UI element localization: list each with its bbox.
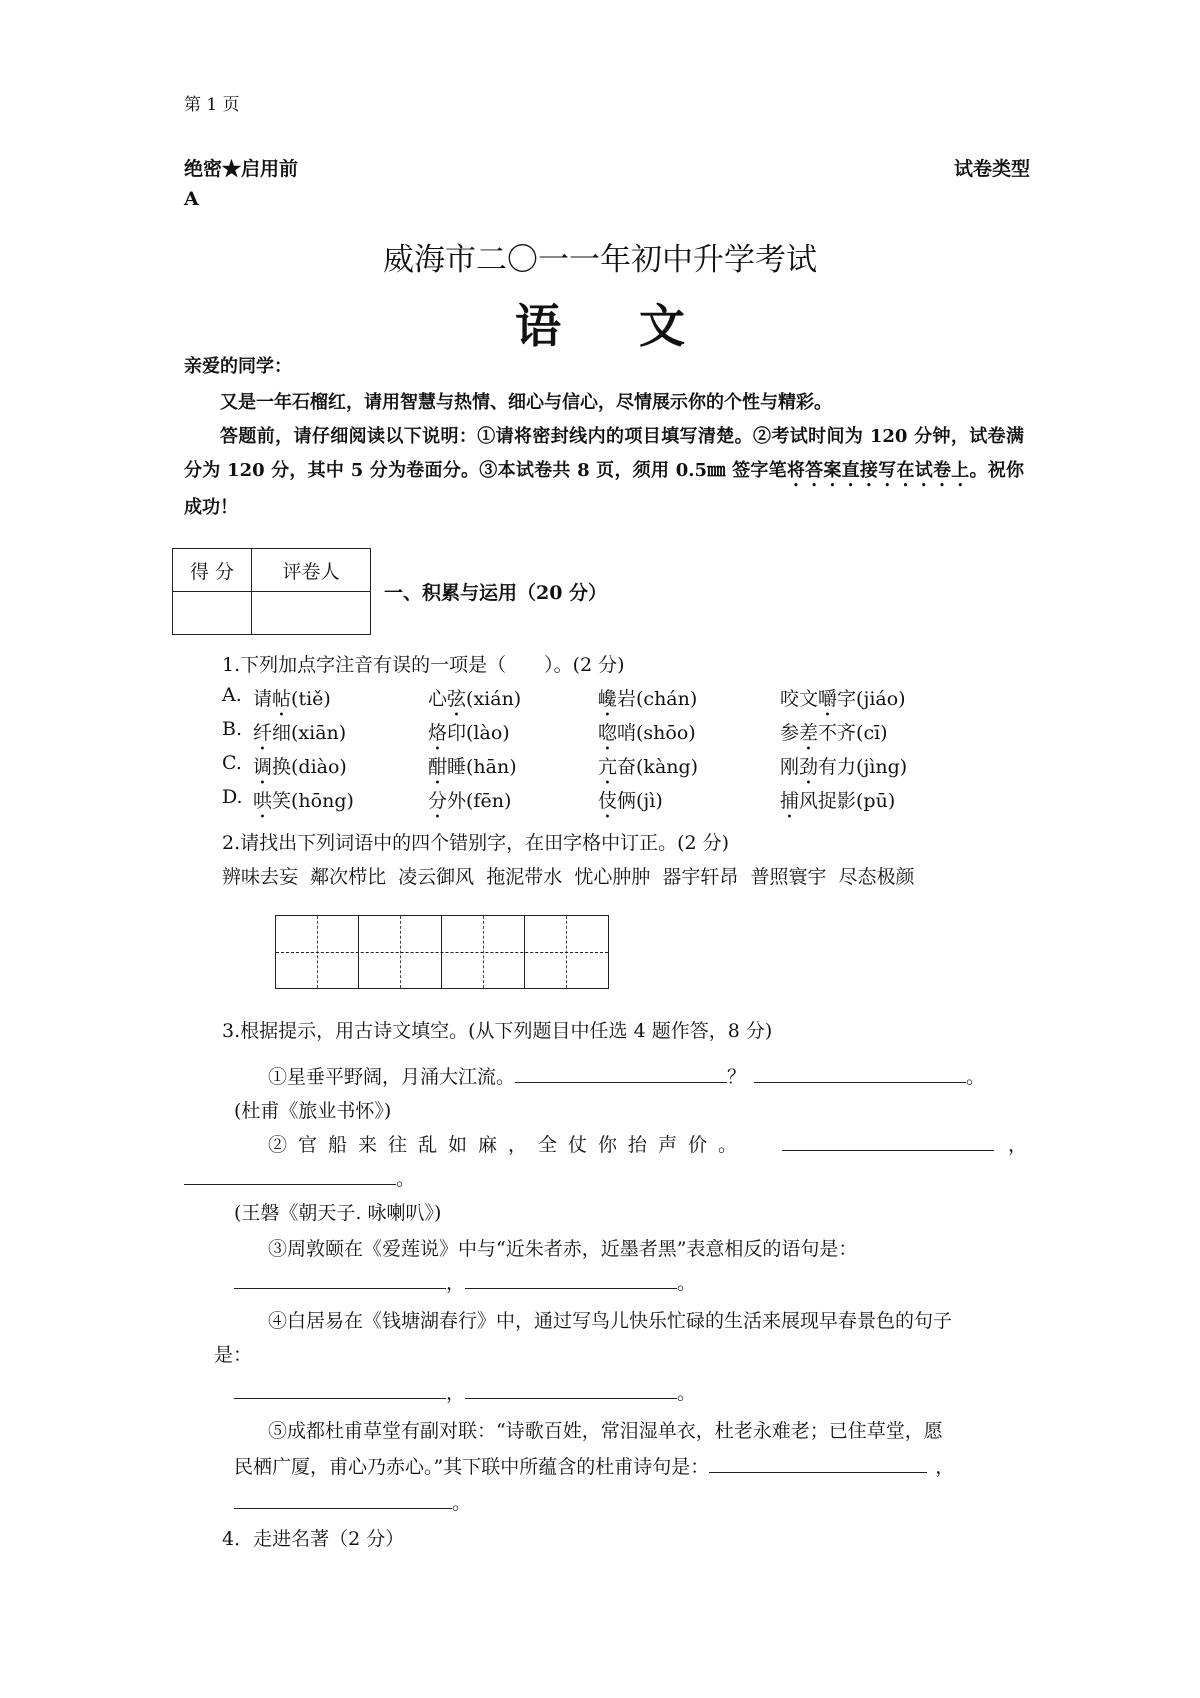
- q1-dotted-char: 亢: [598, 756, 618, 778]
- q3-item-3: ③周敦颐在《爱莲说》中与“近朱者赤，近墨者黑”表意相反的语句是：: [268, 1238, 858, 1260]
- q1-dotted-char: 酣: [428, 756, 448, 778]
- q3-item-4-comma: ，: [446, 1382, 466, 1404]
- q1-option-item: [780, 752, 907, 789]
- q3-blank-3a[interactable]: [234, 1270, 446, 1289]
- q3-item-5-cont: [234, 1452, 954, 1479]
- q1-item-prefix: 参: [780, 722, 800, 744]
- q1-dotted-char: 纤: [253, 722, 273, 744]
- q3-blank-3b[interactable]: [465, 1270, 677, 1289]
- q3-item-4: ④白居易在《钱塘湖春行》中，通过写鸟儿快乐忙碌的生活来展现早春景色的句子: [268, 1310, 953, 1332]
- q1-option-item: [780, 786, 895, 823]
- q1-item-suffix: 换(diào): [272, 756, 347, 778]
- intro-closing: 。祝你成功！: [184, 460, 1025, 518]
- q3-item-2-comma: ，: [1008, 1134, 1028, 1156]
- q1-item-suffix: 哨(shōo): [617, 722, 696, 744]
- q3-item-4-cont: [234, 1378, 696, 1405]
- page-number: 第 1 页: [184, 95, 240, 115]
- q1-item-suffix: 不齐(cī): [818, 722, 888, 744]
- q1-item-suffix: 有力(jìng): [818, 756, 908, 778]
- intro-block: [184, 352, 1024, 525]
- q1-option-label: A.: [222, 684, 242, 706]
- q1-stem: 1.下列加点字注音有误的一项是（ ）。(2 分): [222, 654, 625, 676]
- q1-option-item: [598, 786, 663, 823]
- q1-option-item: [598, 684, 697, 721]
- q3-blank-5b[interactable]: [234, 1490, 452, 1509]
- grader-header: 评卷人: [252, 549, 371, 592]
- q3-item-3-cont: [234, 1268, 696, 1295]
- intro-instructions: 答题前，请仔细阅读以下说明：①请将密封线内的项目填写清楚。②考试时间为 120 分钟，试卷满分为 120 分，其中 5 分为卷面分。③本试卷共 8 页，须用 0.5㎜ 签字笔: [184, 426, 1024, 481]
- subject-title: 语文: [515, 299, 763, 353]
- q1-option-item: [780, 718, 888, 755]
- q3-item-2: [268, 1130, 748, 1157]
- q1-item-suffix: 岩(chán): [617, 688, 698, 710]
- q1-dotted-char: 烙: [428, 722, 448, 744]
- q1-option-item: [598, 752, 698, 789]
- q1-item-prefix: 刚: [780, 756, 800, 778]
- q1-dotted-char: 捕: [780, 790, 800, 812]
- q3-item-2-text: ②官船来往乱如麻，全仗你抬声价。: [268, 1134, 749, 1156]
- intro-line-1: 又是一年石榴红，请用智慧与热情、细心与信心，尽情展示你的个性与精彩。: [220, 392, 832, 413]
- q1-dotted-char: 伎: [598, 790, 618, 812]
- tianzige-grid[interactable]: [275, 915, 609, 989]
- q1-item-prefix: 请: [253, 688, 273, 710]
- q1-dotted-char: 哄: [253, 790, 273, 812]
- section-1-title: 一、积累与运用（20 分）: [384, 582, 608, 604]
- q3-item-3-comma: ，: [446, 1272, 466, 1294]
- q3-blank-4a[interactable]: [234, 1380, 446, 1399]
- q1-dotted-char: 嚼: [818, 688, 838, 710]
- q3-item-5: ⑤成都杜甫草堂有副对联：“诗歌百姓，常泪湿单衣，杜老永难老；已住草堂，愿: [268, 1420, 943, 1442]
- score-cell[interactable]: [173, 592, 252, 635]
- q3-item-4-tail: 是：: [214, 1344, 253, 1366]
- q3-blank-1a[interactable]: [515, 1064, 727, 1083]
- q1-item-suffix: 细(xiān): [272, 722, 347, 744]
- q1-option-item: [253, 718, 346, 755]
- q3-item-1: [268, 1062, 985, 1089]
- q3-item-5-comma: ，: [935, 1456, 955, 1478]
- q4-stem: 4．走进名著（2 分）: [222, 1528, 405, 1550]
- q1-item-suffix: (tiě): [291, 688, 331, 710]
- q2-stem: 2.请找出下列词语中的四个错别字，在田字格中订正。(2 分): [222, 832, 730, 854]
- q1-item-suffix: 俩(jì): [617, 790, 663, 812]
- q1-item-suffix: 风捉影(pū): [799, 790, 896, 812]
- exam-title: 威海市二〇一一年初中升学考试: [383, 242, 817, 278]
- q3-item-5-cont2: [234, 1488, 471, 1515]
- q3-item-1-qmark: ？: [727, 1066, 747, 1088]
- q1-option-item: [428, 752, 517, 789]
- q1-item-suffix: 睡(hān): [447, 756, 517, 778]
- q1-option-item: [428, 786, 511, 823]
- q1-dotted-char: 弦: [447, 688, 467, 710]
- q1-option-item: [428, 684, 521, 721]
- q1-dotted-char: 帖: [272, 688, 292, 710]
- q1-dotted-char: 差: [799, 722, 819, 744]
- secret-label: 绝密★启用前: [184, 158, 299, 180]
- intro-emphasis: 将答案直接写在试卷上: [786, 460, 970, 481]
- paper-type-label: 试卷类型: [953, 158, 1030, 180]
- q1-option-label: D.: [222, 786, 243, 808]
- q1-option-item: [428, 718, 510, 755]
- q1-item-suffix: 字(jiáo): [837, 688, 906, 710]
- q3-item-4-end: 。: [677, 1382, 697, 1404]
- q3-item-2-tail: [782, 1130, 1027, 1157]
- q3-item-5-text2: 民栖广厦，甫心乃赤心。”其下联中所蕴含的杜甫诗句是：: [234, 1456, 710, 1478]
- q3-stem: 3.根据提示，用古诗文填空。(从下列题目中任选 4 题作答，8 分): [222, 1020, 773, 1042]
- q1-item-suffix: (xián): [466, 688, 522, 710]
- q1-option-item: [253, 684, 331, 721]
- q3-blank-2b[interactable]: [184, 1166, 396, 1185]
- q3-blank-4b[interactable]: [465, 1380, 677, 1399]
- q1-dotted-char: 唿: [598, 722, 618, 744]
- q1-item-suffix: 笑(hōng): [272, 790, 354, 812]
- q3-item-2-source: (王磐《朝天子. 咏喇叭》): [234, 1202, 442, 1224]
- q2-words: 辨味去妄 鄰次栉比 凌云御风 拖泥带水 忧心肿肿 器宇轩昂 普照寰宇 尽态极颜: [222, 866, 915, 888]
- q3-blank-5a[interactable]: [709, 1454, 927, 1473]
- q3-item-3-end: 。: [677, 1272, 697, 1294]
- q3-item-2-end: 。: [396, 1168, 416, 1190]
- q1-option-item: [598, 718, 696, 755]
- q3-item-5-end: 。: [452, 1492, 472, 1514]
- grader-cell[interactable]: [252, 592, 371, 635]
- q1-item-prefix: 咬文: [780, 688, 819, 710]
- q1-item-suffix: 印(lào): [447, 722, 510, 744]
- q1-item-suffix: 外(fēn): [447, 790, 512, 812]
- score-header: 得 分: [173, 549, 252, 592]
- q1-option-item: [780, 684, 906, 721]
- q3-item-1-text: ①星垂平野阔，月涌大江流。: [268, 1066, 516, 1088]
- q1-item-suffix: 奋(kàng): [617, 756, 699, 778]
- q3-item-2-cont: [184, 1164, 415, 1191]
- q3-item-1-source: (杜甫《旅业书怀》): [234, 1100, 392, 1122]
- intro-line-2: [184, 420, 1024, 525]
- q1-dotted-char: 巉: [598, 688, 618, 710]
- paper-type-value: A: [184, 188, 199, 210]
- q1-option-label: C.: [222, 752, 242, 774]
- q1-option-item: [253, 786, 354, 823]
- q1-item-prefix: 心: [428, 688, 448, 710]
- q1-dotted-char: 分: [428, 790, 448, 812]
- q1-dotted-char: 调: [253, 756, 273, 778]
- q1-option-label: B.: [222, 718, 243, 740]
- q3-blank-2a[interactable]: [782, 1132, 994, 1151]
- q3-item-1-end: 。: [966, 1066, 986, 1088]
- greeting: 亲爱的同学：: [184, 356, 292, 377]
- score-table: [172, 548, 371, 635]
- q3-blank-1b[interactable]: [754, 1064, 966, 1083]
- q1-dotted-char: 劲: [799, 756, 819, 778]
- q1-option-item: [253, 752, 347, 789]
